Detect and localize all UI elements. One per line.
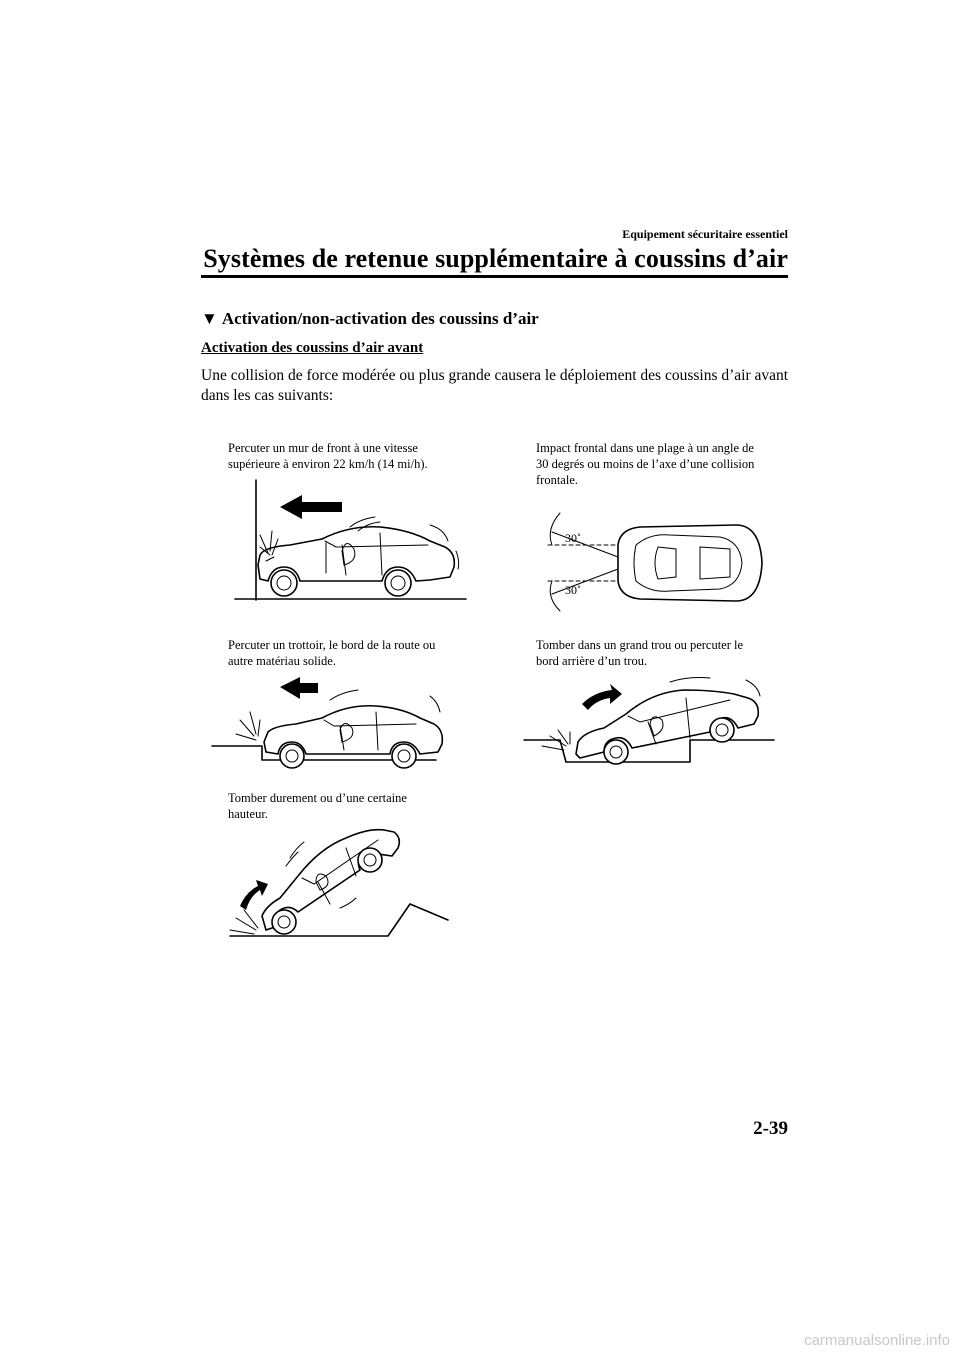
caption-drop: Tomber durement ou d’une certaine hauteur. [228, 791, 407, 821]
section-label: Equipement sécuritaire essentiel [622, 227, 788, 241]
motion-lines-icon [350, 517, 459, 569]
angle-impact-illustration [540, 505, 780, 615]
curved-arrow-icon [582, 684, 622, 710]
caption-angle: Impact frontal dans une plage à un angle de 30 degrés ou moins de l’axe d’une collision frontale. [536, 441, 755, 487]
lower-angle-arc [550, 581, 560, 611]
direction-arrow-icon [280, 677, 318, 699]
lower-angle-line [552, 569, 618, 594]
triangle-marker-icon: ▼ [201, 309, 218, 328]
wall-impact-illustration [230, 475, 470, 605]
hole-impact-illustration [520, 670, 780, 770]
section-heading-text: Activation/non-activation des coussins d’air [221, 309, 539, 328]
car-top-view-icon [618, 525, 762, 601]
upper-angle-arc [550, 513, 560, 545]
caption-curb: Percuter un trottoir, le bord de la route ou autre matériau solide. [228, 638, 436, 668]
section-heading [201, 309, 539, 329]
watermark: carmanualsonline.info [804, 1332, 950, 1349]
impact-burst-icon [260, 531, 278, 561]
impact-burst-icon [236, 712, 260, 740]
impact-burst-icon [230, 910, 258, 934]
car-side-icon [258, 527, 454, 596]
direction-arrow-icon [280, 495, 342, 519]
chapter-title: Systèmes de retenue supplémentaire à coussins d’air [203, 244, 788, 273]
caption-hole: Tomber dans un grand trou ou percuter le bord arrière d’un trou. [536, 638, 744, 668]
angle-label-lower: 30˚ [565, 583, 581, 597]
intro-paragraph: Une collision de force modérée ou plus grande causera le déploiement des coussins d’air avant dans les cas suivants: [201, 367, 789, 404]
curved-arrow-icon [240, 880, 268, 910]
caption-wall: Percuter un mur de front à une vitesse supérieure à environ 22 km/h (14 mi/h). [228, 441, 428, 471]
header-rule [201, 275, 788, 278]
subheading: Activation des coussins d’air avant [201, 340, 424, 356]
car-side-icon [264, 706, 442, 768]
drop-impact-illustration [222, 818, 452, 943]
upper-angle-line [552, 532, 618, 557]
car-falling-icon [262, 830, 399, 934]
page-number: 2-39 [753, 1118, 788, 1139]
angle-label-upper: 30˚ [565, 531, 581, 545]
car-tilted-icon [576, 690, 758, 764]
curb-impact-illustration [210, 672, 460, 772]
motion-lines-icon [670, 678, 760, 697]
